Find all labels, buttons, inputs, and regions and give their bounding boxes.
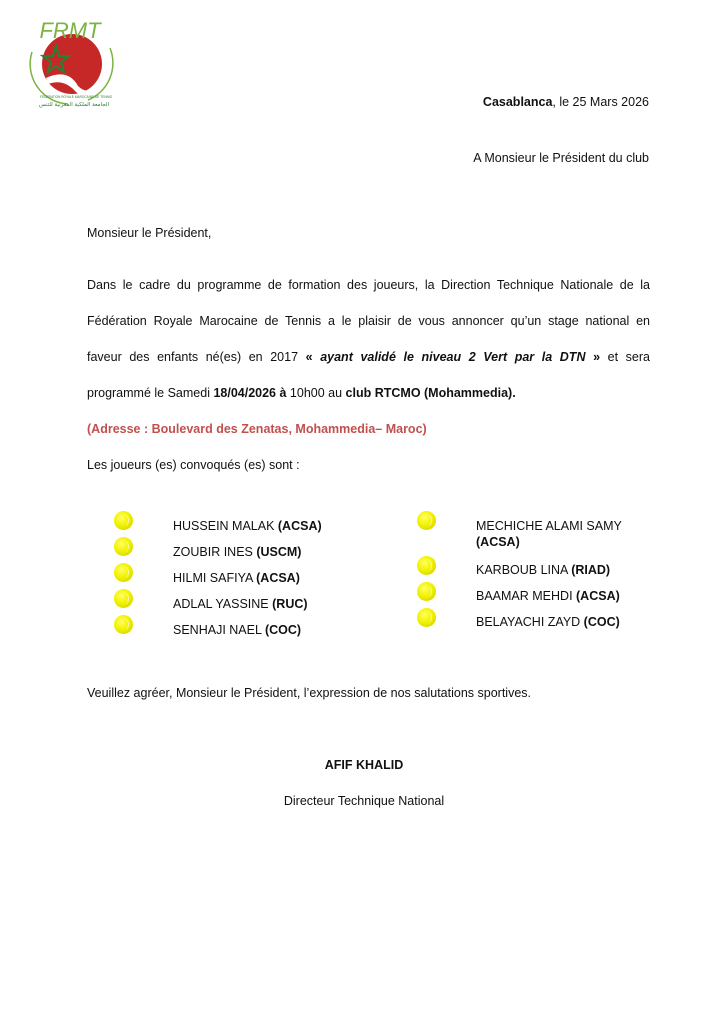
players-intro: Les joueurs (es) convoqués (es) sont : xyxy=(87,458,300,472)
player-item xyxy=(173,597,308,611)
player-item xyxy=(173,545,301,559)
body-line-4a: programmé le Samedi xyxy=(87,386,214,400)
player-item xyxy=(476,563,610,577)
city: Casablanca xyxy=(482,95,553,109)
player-name: HUSSEIN MALAK xyxy=(173,519,278,533)
player-club: (USCM) xyxy=(256,545,302,559)
player-club: (ACSA) xyxy=(476,535,520,549)
body-line-2: Fédération Royale Marocaine de Tennis a le plaisir de vous annoncer qu’un stage national en xyxy=(87,314,650,328)
svg-text:الجامعة الملكية المغربية للتنس: الجامعة الملكية المغربية للتنس xyxy=(38,102,110,108)
player-club: (ACSA) xyxy=(576,589,620,603)
tennis-ball-icon xyxy=(417,608,436,627)
tennis-ball-icon xyxy=(114,537,133,556)
player-item xyxy=(476,615,620,629)
signatory-title: Directeur Technique National xyxy=(283,794,445,808)
body-line-3a: faveur des enfants né(es) en 2017 xyxy=(87,350,299,364)
player-item xyxy=(173,623,301,637)
body-line-4b: 10h00 au xyxy=(286,386,346,400)
recipient: A Monsieur le Président du club xyxy=(473,151,649,165)
quote-open: « xyxy=(305,350,313,364)
tennis-ball-icon xyxy=(417,582,436,601)
player-club: (ACSA) xyxy=(256,571,300,585)
player-club: (RUC) xyxy=(272,597,308,611)
player-item xyxy=(173,519,322,533)
logo-text: FRMT xyxy=(39,18,101,43)
player-name: ADLAL YASSINE xyxy=(173,597,273,611)
event-club: club RTCMO (Mohammedia). xyxy=(345,386,516,400)
player-item xyxy=(173,571,300,585)
level-emphasis: ayant validé le niveau 2 Vert par la DTN xyxy=(320,350,586,364)
body-line-3b: et sera xyxy=(607,350,650,364)
player-name: SENHAJI NAEL xyxy=(173,623,265,637)
place-date xyxy=(483,95,649,109)
player-item xyxy=(476,519,622,549)
closing-text: Veuillez agréer, Monsieur le Président, l’expression de nos salutations sportives. xyxy=(87,686,531,700)
player-name: MECHICHE ALAMI SAMY xyxy=(476,519,622,533)
body-line-1: Dans le cadre du programme de formation des joueurs, la Direction Technique Nationale de la xyxy=(87,278,650,292)
player-name: HILMI SAFIYA xyxy=(173,571,257,585)
tennis-ball-icon xyxy=(417,511,436,530)
player-name: BAAMAR MEHDI xyxy=(476,589,577,603)
player-club: (RIAD) xyxy=(571,563,611,577)
salutation: Monsieur le Président, xyxy=(87,226,212,240)
player-name: BELAYACHI ZAYD xyxy=(476,615,584,629)
tennis-ball-icon xyxy=(114,615,133,634)
event-date: 18/04/2026 à xyxy=(213,386,287,400)
quote-close: » xyxy=(593,350,601,364)
player-name: KARBOUB LINA xyxy=(476,563,572,577)
date: , le 25 Mars 2026 xyxy=(552,95,649,109)
body-line-4 xyxy=(87,386,516,400)
player-item xyxy=(476,589,620,603)
player-club: (COC) xyxy=(264,623,302,637)
tennis-ball-icon xyxy=(417,556,436,575)
address: (Adresse : Boulevard des Zenatas, Mohammedia– Maroc) xyxy=(87,422,427,436)
player-club: (COC) xyxy=(583,615,620,629)
player-name: ZOUBIR INES xyxy=(173,545,257,559)
frmt-logo xyxy=(18,12,122,112)
tennis-ball-icon xyxy=(114,563,133,582)
signatory-name: AFIF KHALID xyxy=(324,758,404,772)
body-line-3 xyxy=(87,350,650,364)
tennis-ball-icon xyxy=(114,511,133,530)
player-club: (ACSA) xyxy=(277,519,322,533)
tennis-ball-icon xyxy=(114,589,133,608)
svg-text:FEDERATION ROYALE MAROCAINE DE: FEDERATION ROYALE MAROCAINE DE TENNIS xyxy=(40,95,112,99)
